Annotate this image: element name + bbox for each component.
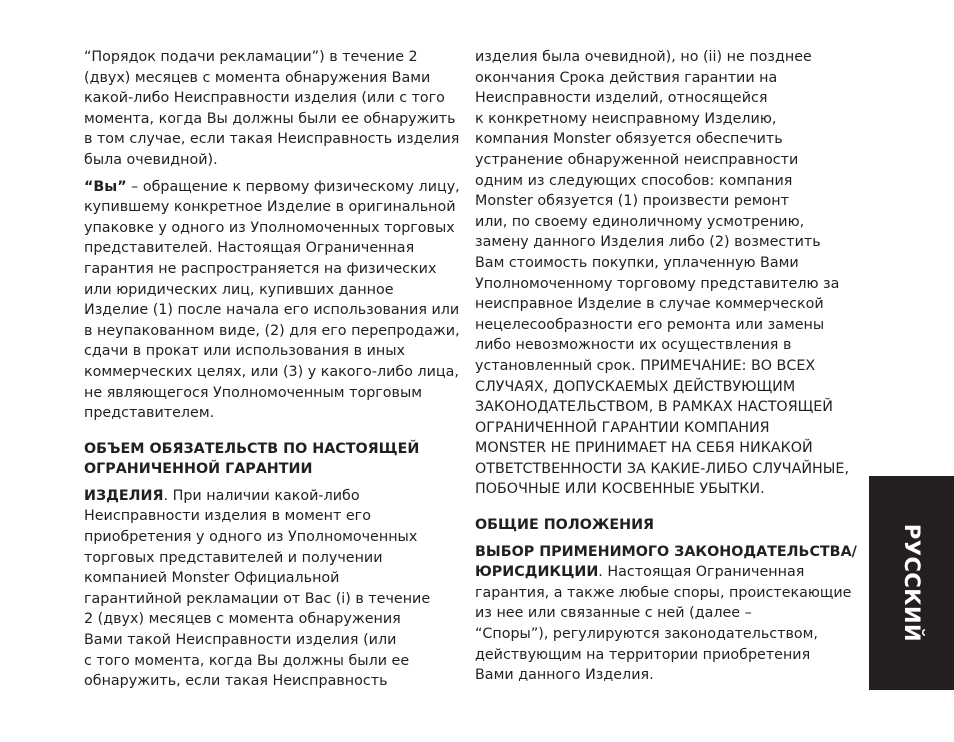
text-line: или юридических лиц, купивших данное — [84, 281, 394, 298]
text-line: сдачи в прокат или использования в иных — [84, 343, 405, 360]
text-line: Неисправности изделия в момент его — [84, 508, 371, 525]
text-span: . При наличии какой-либо — [163, 487, 360, 504]
text-line: представителей. Настоящая Ограниченная — [84, 240, 415, 257]
text-line: устранение обнаруженной неисправности — [475, 151, 799, 168]
text-line: гарантия не распространяется на физических — [84, 260, 437, 277]
text-line: СЛУЧАЯХ, ДОПУСКАЕМЫХ ДЕЙСТВУЮЩИМ — [475, 378, 796, 395]
text-line: нецелесообразности его ремонта или замены — [475, 316, 825, 333]
heading-line: ОГРАНИЧЕННОЙ ГАРАНТИИ — [84, 461, 313, 478]
text-line: Вами такой Неисправности изделия (или — [84, 632, 397, 649]
text-line: была очевидной). — [84, 151, 218, 168]
text-line: Уполномоченному торговому представителю за — [475, 275, 840, 292]
text-line: “Порядок подачи рекламации”) в течение 2 — [84, 49, 418, 65]
paragraph-you-definition — [84, 177, 460, 424]
defined-term: ЮРИСДИКЦИИ — [475, 564, 599, 581]
text-line: Изделие (1) после начала его использования или — [84, 302, 460, 319]
text-line: либо невозможности их осуществления в — [475, 337, 792, 354]
text-line: или, по своему единоличному усмотрению, — [475, 213, 805, 230]
section-heading-general: ОБЩИЕ ПОЛОЖЕНИЯ — [475, 517, 655, 534]
paragraph-products — [84, 486, 456, 692]
text-line: замену данного Изделия либо (2) возместить — [475, 234, 821, 251]
text-line: с того момента, когда Вы должны были ее — [84, 652, 410, 669]
text-line: гарантийной рекламации от Вас (i) в течение — [84, 590, 431, 607]
text-line: ЗАКОНОДАТЕЛЬСТВОМ, В РАМКАХ НАСТОЯЩЕЙ — [475, 399, 833, 416]
text-line: изделия была очевидной), но (ii) не позднее — [475, 49, 812, 65]
text-line: окончания Срока действия гарантии на — [475, 69, 778, 86]
text-line: действующим на территории приобретения — [475, 646, 811, 663]
text-line: упаковке у одного из Уполномоченных торговых — [84, 219, 455, 236]
text-line: 2 (двух) месяцев с момента обнаружения — [84, 611, 401, 628]
right-column — [475, 47, 855, 686]
language-tab-label: РУССКИЙ — [899, 523, 924, 643]
text-line: приобретения у одного из Уполномоченных — [84, 529, 418, 546]
text-line: установленный срок. ПРИМЕЧАНИЕ: ВО ВСЕХ — [475, 357, 816, 374]
text-line: какой-либо Неисправности изделия (или с того — [84, 90, 445, 107]
text-line: в том случае, если такая Неисправность изделия — [84, 131, 460, 148]
text-line — [84, 486, 456, 507]
heading-line: ОБЪЕМ ОБЯЗАТЕЛЬСТВ ПО НАСТОЯЩЕЙ — [84, 440, 420, 457]
text-line: неисправное Изделие в случае коммерческой — [475, 296, 824, 313]
text-line: ОГРАНИЧЕННОЙ ГАРАНТИИ КОМПАНИЯ — [475, 419, 770, 436]
text-line — [84, 177, 460, 198]
left-column — [84, 47, 460, 692]
defined-term: “Вы” — [84, 178, 127, 195]
text-line: момента, когда Вы должны были ее обнаружить — [84, 110, 456, 127]
text-line: одним из следующих способов: компания — [475, 172, 793, 189]
text-line: компанией Monster Официальной — [84, 570, 340, 587]
section-heading-scope — [84, 439, 456, 480]
text-line: (двух) месяцев с момента обнаружения Вами — [84, 69, 431, 86]
text-line: коммерческих целях, или (3) у какого-либо лица, — [84, 363, 459, 380]
text-line: гарантия, а также любые споры, проистекающие — [475, 584, 852, 601]
text-line: торговых представителей и получении — [84, 549, 383, 566]
text-line: обнаружить, если такая Неисправность — [84, 673, 388, 690]
text-line: Вами данного Изделия. — [475, 667, 654, 684]
text-line: ПОБОЧНЫЕ ИЛИ КОСВЕННЫЕ УБЫТКИ. — [475, 481, 765, 498]
paragraph-governing-law — [475, 542, 855, 686]
text-line: не являющегося Уполномоченным торговым — [84, 384, 423, 401]
text-line: компания Monster обязуется обеспечить — [475, 131, 783, 148]
text-line — [475, 562, 855, 583]
defined-term: ВЫБОР ПРИМЕНИМОГО ЗАКОНОДАТЕЛЬСТВА/ — [475, 543, 857, 560]
text-line: представителем. — [84, 405, 215, 422]
text-line: Неисправности изделий, относящейся — [475, 90, 768, 107]
text-span: . Настоящая Ограниченная — [598, 564, 805, 581]
defined-term: ИЗДЕЛИЯ — [84, 487, 164, 504]
text-line: ОТВЕТСТВЕННОСТИ ЗА КАКИЕ-ЛИБО СЛУЧАЙНЫЕ, — [475, 460, 850, 477]
text-line: купившему конкретное Изделие в оригинальной — [84, 199, 456, 216]
language-tab — [869, 476, 954, 690]
paragraph-remedy — [475, 47, 855, 500]
text-line: MONSTER НЕ ПРИНИМАЕТ НА СЕБЯ НИКАКОЙ — [475, 440, 813, 457]
text-line: из нее или связанные с ней (далее – — [475, 605, 752, 622]
text-line: к конкретному неисправному Изделию, — [475, 110, 777, 127]
text-line: Monster обязуется (1) произвести ремонт — [475, 193, 789, 210]
text-line: “Споры”), регулируются законодательством, — [475, 626, 818, 643]
text-line: в неупакованном виде, (2) для его перепродажи, — [84, 322, 460, 339]
paragraph-claim-procedure — [84, 47, 460, 171]
text-line: Вам стоимость покупки, уплаченную Вами — [475, 254, 799, 271]
text-span: – обращение к первому физическому лицу, — [126, 178, 460, 195]
